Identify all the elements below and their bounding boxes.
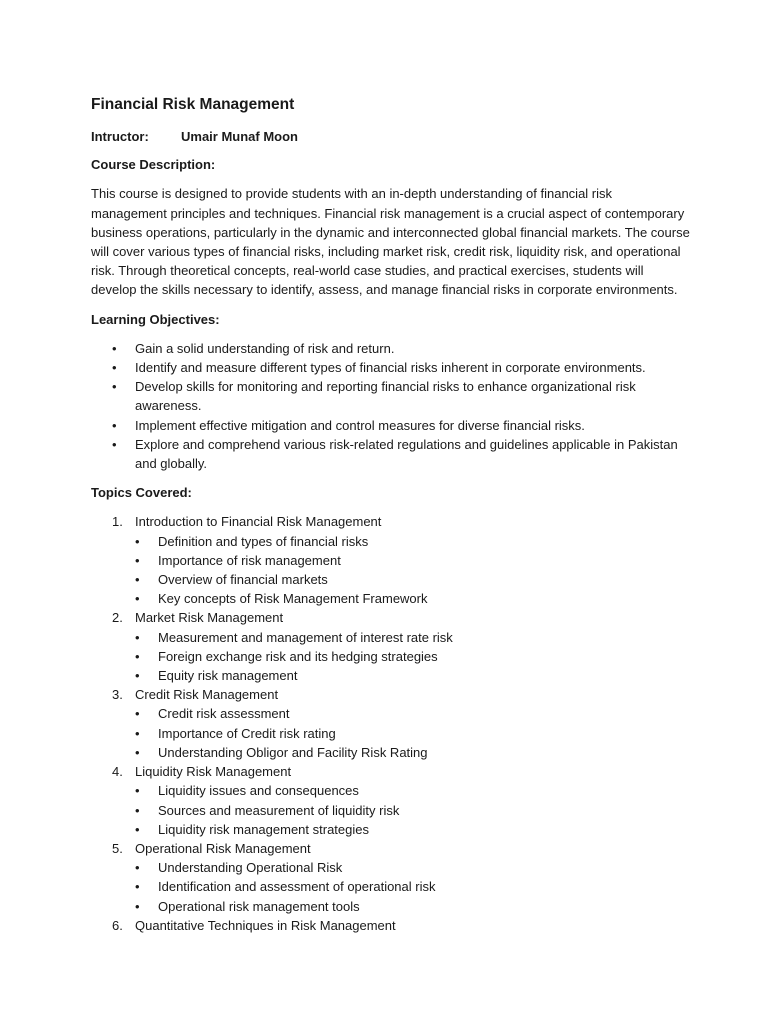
topic-item (91, 608, 691, 685)
subtopics-list (135, 858, 691, 916)
subtopic-text: Understanding Obligor and Facility Risk Rating (158, 744, 428, 760)
list-item (135, 666, 691, 685)
subtopic-text: Liquidity risk management strategies (158, 821, 369, 837)
list-item (135, 858, 691, 877)
list-item (135, 743, 691, 762)
topics-covered-heading: Topics Covered: (91, 485, 192, 501)
bullet-icon: • (135, 648, 140, 664)
bullet-icon: • (135, 572, 140, 588)
list-item (135, 570, 691, 589)
bullet-icon: • (135, 879, 140, 895)
subtopic-text: Identification and assessment of operational risk (158, 879, 436, 895)
bullet-icon: • (135, 898, 140, 914)
bullet-icon: • (135, 668, 140, 684)
topic-number: 6. (112, 917, 123, 933)
topic-number: 4. (112, 764, 123, 780)
objective-text: Develop skills for monitoring and reporting financial risks to enhance organizational risk awareness. (135, 379, 636, 414)
learning-objectives-heading: Learning Objectives: (91, 311, 220, 327)
objective-text: Gain a solid understanding of risk and return. (135, 340, 395, 356)
subtopic-text: Foreign exchange risk and its hedging strategies (158, 648, 438, 664)
list-item (91, 377, 691, 415)
learning-objectives-list (91, 339, 691, 473)
list-item (135, 897, 691, 916)
objective-text: Identify and measure different types of financial risks inherent in corporate environments. (135, 360, 646, 376)
bullet-icon: • (135, 860, 140, 876)
subtopic-text: Operational risk management tools (158, 898, 360, 914)
document-title: Financial Risk Management (91, 96, 295, 113)
subtopic-text: Key concepts of Risk Management Framework (158, 591, 428, 607)
bullet-icon: • (135, 533, 140, 549)
bullet-icon: • (135, 706, 140, 722)
bullet-icon: • (112, 360, 117, 376)
bullet-icon: • (135, 744, 140, 760)
list-item (91, 339, 691, 358)
list-item (135, 532, 691, 551)
objective-text: Explore and comprehend various risk-related regulations and guidelines applicable in Pakistan and globally. (135, 436, 678, 472)
bullet-icon: • (135, 783, 140, 799)
subtopics-list (135, 532, 691, 609)
topic-title: Introduction to Financial Risk Management (135, 514, 382, 530)
list-item (135, 877, 691, 896)
topic-item (91, 762, 691, 839)
list-item (135, 589, 691, 608)
course-description-text: This course is designed to provide students with an in-depth understanding of financial risk management principles and techniques. Financial risk management is a crucial aspect of contemporary business operations, particularly in the dynamic and interconnected global financial markets. The course will cover various types of financial risks, including market risk, credit risk, liquidity risk, and operational risk. Through theoretical concepts, real-world case studies, and practical exercises, students will develop the skills necessary to identify, assess, and manage financial risks in corporate environments. (91, 186, 690, 298)
objective-text: Implement effective mitigation and control measures for diverse financial risks. (135, 417, 585, 433)
list-item (135, 724, 691, 743)
list-item (91, 358, 691, 377)
list-item (135, 551, 691, 570)
topic-title: Market Risk Management (135, 610, 284, 626)
topic-item (91, 512, 691, 608)
subtopic-text: Importance of Credit risk rating (158, 725, 336, 741)
topic-title: Operational Risk Management (135, 840, 311, 856)
bullet-icon: • (135, 591, 140, 607)
subtopics-list (135, 628, 691, 686)
topic-title: Liquidity Risk Management (135, 764, 292, 780)
topic-title: Credit Risk Management (135, 687, 279, 703)
list-item (135, 704, 691, 723)
list-item (135, 628, 691, 647)
bullet-icon: • (135, 552, 140, 568)
instructor-row (91, 127, 691, 146)
subtopic-text: Equity risk management (158, 668, 298, 684)
subtopic-text: Measurement and management of interest rate risk (158, 629, 453, 645)
topic-number: 2. (112, 610, 123, 626)
topic-title: Quantitative Techniques in Risk Management (135, 917, 396, 933)
topic-item (91, 839, 691, 916)
topic-item (91, 685, 691, 762)
bullet-icon: • (135, 725, 140, 741)
instructor-label: Intructor: (91, 129, 149, 144)
topic-number: 1. (112, 514, 123, 530)
bullet-icon: • (135, 629, 140, 645)
subtopic-text: Credit risk assessment (158, 706, 290, 722)
subtopic-text: Understanding Operational Risk (158, 860, 343, 876)
instructor-name: Umair Munaf Moon (181, 129, 298, 144)
list-item (91, 416, 691, 435)
list-item (135, 801, 691, 820)
subtopic-text: Definition and types of financial risks (158, 533, 369, 549)
topic-number: 3. (112, 687, 123, 703)
subtopic-text: Importance of risk management (158, 552, 341, 568)
list-item (91, 435, 691, 473)
topic-number: 5. (112, 840, 123, 856)
subtopic-text: Overview of financial markets (158, 572, 328, 588)
course-description-heading: Course Description: (91, 157, 216, 173)
topics-list (91, 512, 691, 934)
bullet-icon: • (112, 340, 117, 356)
list-item (135, 781, 691, 800)
bullet-icon: • (135, 802, 140, 818)
subtopic-text: Liquidity issues and consequences (158, 783, 359, 799)
bullet-icon: • (112, 379, 117, 395)
bullet-icon: • (112, 436, 117, 452)
list-item (135, 820, 691, 839)
document-content (91, 95, 691, 935)
subtopics-list (135, 781, 691, 839)
list-item (135, 647, 691, 666)
subtopics-list (135, 704, 691, 762)
bullet-icon: • (135, 821, 140, 837)
subtopic-text: Sources and measurement of liquidity risk (158, 802, 400, 818)
topic-item (91, 916, 691, 935)
bullet-icon: • (112, 417, 117, 433)
